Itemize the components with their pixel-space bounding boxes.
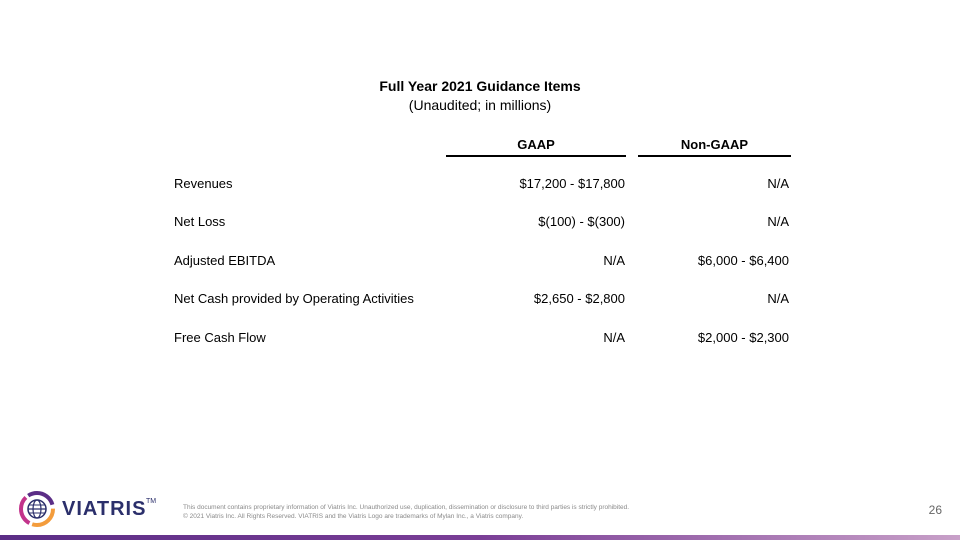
non-gaap-value: N/A <box>767 291 789 306</box>
table-row <box>0 330 960 350</box>
non-gaap-value: N/A <box>767 214 789 229</box>
row-label: Adjusted EBITDA <box>174 253 276 268</box>
table-row <box>0 214 960 234</box>
gaap-value: N/A <box>603 330 625 345</box>
disclaimer-line: © 2021 Viatris Inc. All Rights Reserved. VIATRIS and the Viatris Logo are trademarks of Mylan Inc., a Viatris company. <box>183 513 524 520</box>
gaap-value: $(100) - $(300) <box>538 214 625 229</box>
row-label: Free Cash Flow <box>174 330 266 345</box>
gaap-value: $2,650 - $2,800 <box>533 291 625 306</box>
disclaimer-line: This document contains proprietary information of Viatris Inc. Unauthorized use, duplication, dissemination or disclosure to third parties is strictly prohibited. <box>183 504 630 511</box>
row-label: Revenues <box>174 176 233 191</box>
non-gaap-value: N/A <box>767 176 789 191</box>
table-row <box>0 253 960 273</box>
table-row <box>0 176 960 196</box>
logo-trademark: TM <box>146 498 157 505</box>
bottom-accent-bar <box>0 535 960 540</box>
row-label: Net Cash provided by Operating Activities <box>174 291 414 306</box>
non-gaap-value: $6,000 - $6,400 <box>697 253 789 268</box>
viatris-logo <box>18 490 158 530</box>
row-label: Net Loss <box>174 214 226 229</box>
non-gaap-value: $2,000 - $2,300 <box>697 330 789 345</box>
table-title: Full Year 2021 Guidance Items <box>379 78 581 94</box>
gaap-value: $17,200 - $17,800 <box>519 176 625 191</box>
column-header-non-gaap: Non-GAAP <box>638 137 791 157</box>
page-number: 26 <box>928 503 942 517</box>
table-subtitle: (Unaudited; in millions) <box>408 97 552 113</box>
table-row <box>0 291 960 311</box>
column-header-gaap: GAAP <box>446 137 626 157</box>
globe-logo-icon <box>18 490 56 528</box>
footer-disclaimer <box>183 503 703 521</box>
logo-wordmark: VIATRIS <box>62 498 147 520</box>
gaap-value: N/A <box>603 253 625 268</box>
